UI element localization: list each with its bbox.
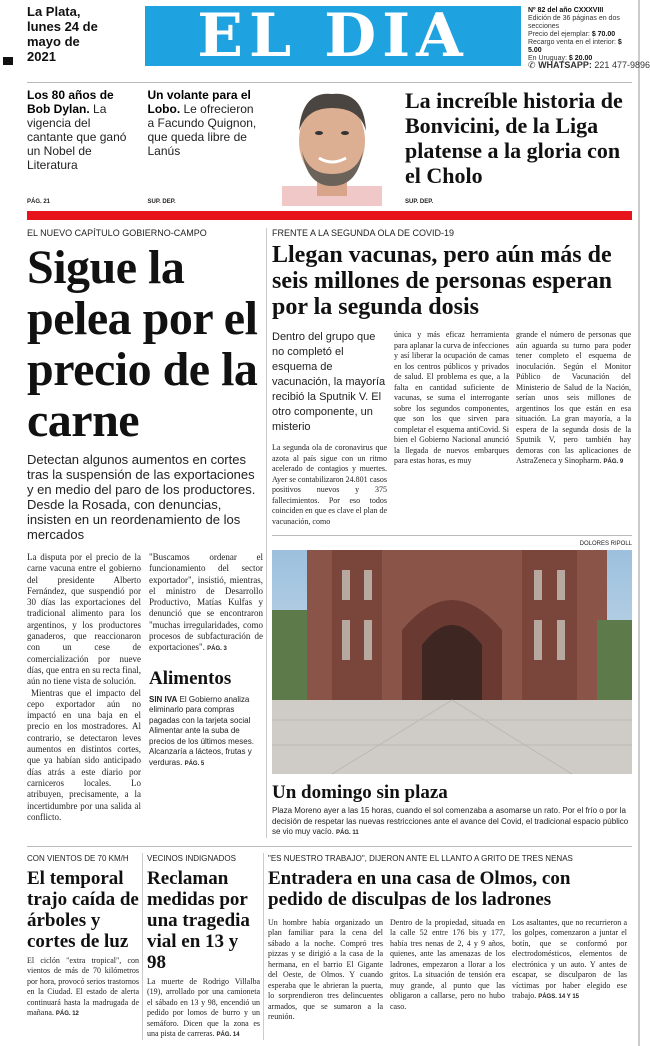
marker-square [3,57,13,65]
alimentos-text: SIN IVA El Gobierno analiza eliminarlo para compras pagadas con la tarjeta social Alimentar ante la suba de precios de los últimos meses. Alcanzaría a lácteos, frutas y verduras. PÁG. 5 [149,694,254,767]
olmos-kicker: "ES NUESTRO TRABAJO", DIJERON ANTE EL LLANTO A GRITO DE TRES NENAS [268,853,573,863]
bottom-section [27,847,632,1040]
edition-date: La Plata, lunes 24 de mayo de 2021 [27,4,98,64]
teaser-dylan[interactable]: Los 80 años de Bob Dylan. La vigencia del cantante que ganó un Nobel de Literatura PÁG. 21 [27,88,140,206]
page-ref: SUP. DEP. [147,199,176,205]
crash-text: La muerte de Rodrigo Villalba (19), arrollado por una camioneta el sábado en 13 y 98, encendió un pedido por lomos de burro y un semáforo. Dicen que la zona es una pista de carreras. PÁG. 14 [147,976,260,1038]
covid-headline[interactable]: Llegan vacunas, pero aún más de seis millones de personas esperan por la segunda dosis [272,242,613,320]
divider [272,535,632,536]
column-divider [266,228,267,838]
teaser-bonvicini-headline[interactable]: La increíble historia de Bonvicini, de la Liga platense a la gloria con el Cholo [405,88,623,188]
page-ref: SUP. DEP. [405,199,434,205]
covid-story [272,228,632,838]
middle-section [27,228,632,838]
page-ref: PÁG. 21 [27,199,51,205]
crash-headline[interactable]: Reclaman medidas por una tragedia vial en 13 y 98 [147,867,250,973]
main-headline[interactable]: Sigue la pelea por el precio de la carne [27,241,258,447]
bonvicini-photo [267,88,397,206]
red-bar [27,211,632,220]
olmos-headline[interactable]: Entradera en una casa de Olmos, con pedido de disculpas de los ladrones [268,867,571,910]
photo-caption: Plaza Moreno ayer a las 15 horas, cuando el sol comenzaba a asomarse un rato. Por el frío o por la decisión de respetar las nuevas restricciones ante el avance del Covid, el tradicional espacio público se vio muy vacío. PÁG. 11 [272,806,629,836]
cathedral-photo [272,550,632,774]
storm-headline[interactable]: El temporal trajo caída de árboles y cortes de luz [27,867,139,952]
photo-title[interactable]: Un domingo sin plaza [272,782,448,803]
covid-body-col1: La segunda ola de coronavirus que azota al país sigue con un ritmo acelerado de contagios y muertes. Ayer se contabilizaron 24.801 casos positivos nuevos y 375 fallecimientos. Por eso todos coinciden en que es clave el plan de vacunación, como [272,443,388,526]
main-story [27,228,263,838]
divider [27,82,632,83]
olmos-story [268,853,628,1040]
whatsapp-icon: ✆ [528,60,536,70]
covid-intro: Dentro del grupo que no completó el esquema de vacunación, la mayoría recibió la Sputnik V. El otro componente, un misterio [272,331,386,433]
storm-story [27,853,139,1040]
main-kicker: EL NUEVO CAPÍTULO GOBIERNO-CAMPO [27,228,207,238]
storm-kicker: CON VIENTOS DE 70 KM/H [27,853,129,863]
main-subhead: Detectan algunos aumentos en cortes tras la suspensión de las exportaciones y en medio del paro de los productores. Desde la Rosada, con denuncias, insisten en un reordenamiento de los mercados [27,452,256,542]
covid-body-col2: única y más eficaz herramienta para aplanar la curva de infecciones y así liberar la ocupación de camas en los centros públicos y privados de salud. El problema es que, a la falta en cantidad suficiente de vacunas, se suma el interrogante sobre los segundos componentes, que son los que sirven para completar el esquema antiCovid. Si bien el Gobierno Nacional anunció la llegada de nuevos embarques para estas horas, es muy [394,330,509,465]
teaser-strip [27,88,630,209]
photo-credit: DOLORES RIPOLL [579,541,632,547]
covid-body-col3: grande el número de personas que aún aguarda su turno para poder tener completo el esquema de inoculación. Según el Monitor Público de Vacunación del Ministerio de Salud de la Nación, serían unos seis millones de argentinos los que están en esa situación. La gran mayoría, a la espera de la segunda dosis de la Sputnik V, pero también hay demoras con las aplicaciones de AstraZeneca y Sinopharm. PÁG. 9 [516,330,631,465]
covid-kicker: FRENTE A LA SEGUNDA OLA DE COVID-19 [272,228,455,238]
main-body-col2: "Buscamos ordenar el funcionamiento del sector exportador", insistió, mientras, el ministro de Desarrollo Productivo, Matías Kulfas y denunció que se encontraron "muchas irregularidades, como procesos de subfacturación de exportaciones". PÁG. 3 Alimentos SIN IVA El Gobierno analiza eliminarlo para compras pagadas con la tarjeta social Alimentar ante la suba de precios de los últimos meses. Alcanzaría a lácteos, frutas y verduras. PÁG. 5 [149,552,263,767]
teaser-quignon[interactable]: Un volante para el Lobo. Le ofrecieron a Facundo Quignon, que queda libre de Lanús SUP. DEP. [148,88,260,206]
storm-text: El ciclón "extra tropical", con vientos de más de 70 kilómetros por hora, provocó serios trastornos en la Ciudad. El estado de alerta continuará hasta la madrugada de mañana. PÁG. 12 [27,955,139,1017]
edition-info: Nº 82 del año CXXXVIII Edición de 36 páginas en dos secciones Precio del ejemplar: $ 70.00 Recargo venta en el interior: $ 5.00 En Uruguay: $ 20.00 [528,7,622,62]
column-divider [142,853,143,1040]
masthead [0,0,650,88]
crash-story [147,853,260,1040]
olmos-body-col1: Un hombre había organizado un plan familiar para la cena del sábado a la noche. Compró tres pizzas y se dirigió a la casa de la hermana, en el barrio El Gigante del Oeste, de Olmos. Y cuando esperaba que le abrieran la puerta, lo sorprendieron tres delincuentes armados, que se sumaron a la reunión. [268,917,383,1021]
alimentos-title[interactable]: Alimentos [149,667,232,689]
teaser-bonvicini[interactable] [405,88,630,206]
logo[interactable]: EL DIA [145,6,521,66]
column-divider [263,853,264,1040]
olmos-body-col2: Dentro de la propiedad, situada en la calle 52 entre 176 bis y 177, había tres nenas de 2, 4 y 9 años, quienes, ante las amenazas de los ladrones, empezaron a llorar a los gritos. La situación de tensión era muy grande, al punto que las obligaron a callarse, pero no hubo caso. [390,917,505,1011]
main-body-col1: La disputa por el precio de la carne vacuna entre el gobierno del presidente Alberto Fernández, que suspendió por 30 días las exportaciones del tradicional alimento para los argentinos, y los productores ganaderos, que reaccionaron con un cese de comercialización por nueve días, que entra en su recta final, aún no tiene vista de solución. Mientras que el impacto del cepo exportador aún no impactó en una baja en el precio en los mostradores. Al contrario, se detectaron leves aumentos en distintos cortes, que ya habían sido anticipado días atrás a este diario por carniceros locales. Lo atribuyen, precisamente, a la incertidumbre por una salida al conflicto. [27,552,141,822]
whatsapp-contact[interactable]: ✆ WHATSAPP: 221 477-9896 [528,60,650,70]
olmos-body-col3: Los asaltantes, que no recurrieron a los golpes, comenzaron a juntar el botín, que se conformó por electrodomésticos, elementos de electrónica y un auto. Y antes de escapar, se disculparon de las víctimas por haber elegido ese trabajo. PÁGS. 14 Y 15 [512,917,627,1000]
crash-kicker: VECINOS INDIGNADOS [147,853,236,863]
